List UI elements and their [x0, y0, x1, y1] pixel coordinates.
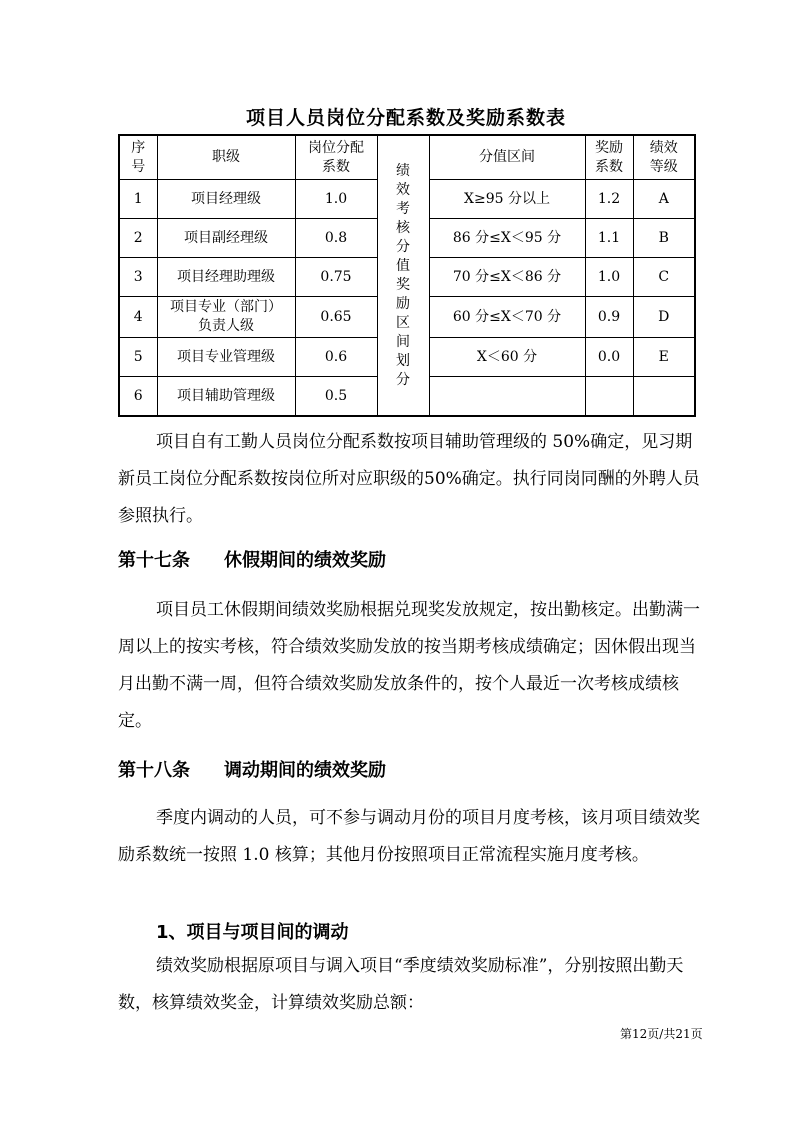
header-seq: 序号 [119, 135, 157, 180]
cell-coef: 0.6 [295, 338, 377, 377]
cell-reward: 0.0 [585, 338, 633, 377]
cell-coef: 0.5 [295, 377, 377, 417]
cell-reward: 1.2 [585, 180, 633, 219]
cell-level: E [633, 338, 695, 377]
cell-coef: 0.8 [295, 219, 377, 258]
cell-reward: 1.1 [585, 219, 633, 258]
cell-seq: 2 [119, 219, 157, 258]
cell-reward: 1.0 [585, 258, 633, 297]
vertical-header: 绩 效 考 核 分 值 奖 励 区 间 划 分 [377, 135, 429, 416]
paragraph-2: 项目员工休假期间绩效奖励根据兑现奖发放规定，按出勤核定。出勤满一周以上的按实考核，符合绩效奖励发放的按当期考核成绩确定；因休假出现当月出勤不满一周，但符合绩效奖励发放条件的，按个人最近一次考核成绩核定。 [118, 600, 700, 731]
article-18-heading [118, 756, 386, 782]
cell-range: 86 分≤X＜95 分 [429, 219, 585, 258]
subsection-heading: 1、项目与项目间的调动 [156, 922, 349, 943]
cell-level: D [633, 297, 695, 338]
cell-seq: 5 [119, 338, 157, 377]
header-grade: 职级 [157, 135, 295, 180]
article-number: 第十八条 [118, 760, 190, 781]
cell-grade: 项目经理级 [157, 180, 295, 219]
table-title: 项目人员岗位分配系数及奖励系数表 [245, 107, 566, 129]
cell-grade: 项目副经理级 [157, 219, 295, 258]
cell-range: X≥95 分以上 [429, 180, 585, 219]
paragraph-3: 季度内调动的人员，可不参与调动月份的项目月度考核，该月项目绩效奖励系数统一按照 1.0 核算；其他月份按照项目正常流程实施月度考核。 [118, 808, 700, 865]
header-range: 分值区间 [429, 135, 585, 180]
article-17-heading [118, 546, 386, 572]
cell-reward: 0.9 [585, 297, 633, 338]
cell-coef: 1.0 [295, 180, 377, 219]
cell-seq: 4 [119, 297, 157, 338]
cell-coef: 0.65 [295, 297, 377, 338]
cell-grade: 项目专业管理级 [157, 338, 295, 377]
header-coef: 岗位分配系数 [295, 135, 377, 180]
coefficient-table [118, 134, 696, 417]
cell-level: B [633, 219, 695, 258]
cell-range [429, 377, 585, 417]
paragraph-1: 项目自有工勤人员岗位分配系数按项目辅助管理级的 50%确定，见习期新员工岗位分配系数按岗位所对应职级的50%确定。执行同岗同酬的外聘人员参照执行。 [118, 432, 700, 526]
cell-range: 60 分≤X＜70 分 [429, 297, 585, 338]
header-level: 绩效等级 [633, 135, 695, 180]
cell-level: A [633, 180, 695, 219]
article-title: 休假期间的绩效奖励 [224, 550, 386, 571]
cell-seq: 1 [119, 180, 157, 219]
article-title: 调动期间的绩效奖励 [224, 760, 386, 781]
cell-level: C [633, 258, 695, 297]
cell-seq: 6 [119, 377, 157, 417]
cell-level [633, 377, 695, 417]
cell-seq: 3 [119, 258, 157, 297]
cell-range: X＜60 分 [429, 338, 585, 377]
header-reward: 奖励系数 [585, 135, 633, 180]
cell-grade: 项目专业（部门）负责人级 [157, 297, 295, 338]
cell-reward [585, 377, 633, 417]
cell-coef: 0.75 [295, 258, 377, 297]
cell-grade: 项目经理助理级 [157, 258, 295, 297]
paragraph-4: 绩效奖励根据原项目与调入项目“季度绩效奖励标准”，分别按照出勤天数，核算绩效奖金，计算绩效奖励总额： [118, 956, 684, 1013]
cell-grade: 项目辅助管理级 [157, 377, 295, 417]
cell-range: 70 分≤X＜86 分 [429, 258, 585, 297]
article-number: 第十七条 [118, 550, 190, 571]
page-footer: 第12页/共21页 [620, 1027, 703, 1041]
